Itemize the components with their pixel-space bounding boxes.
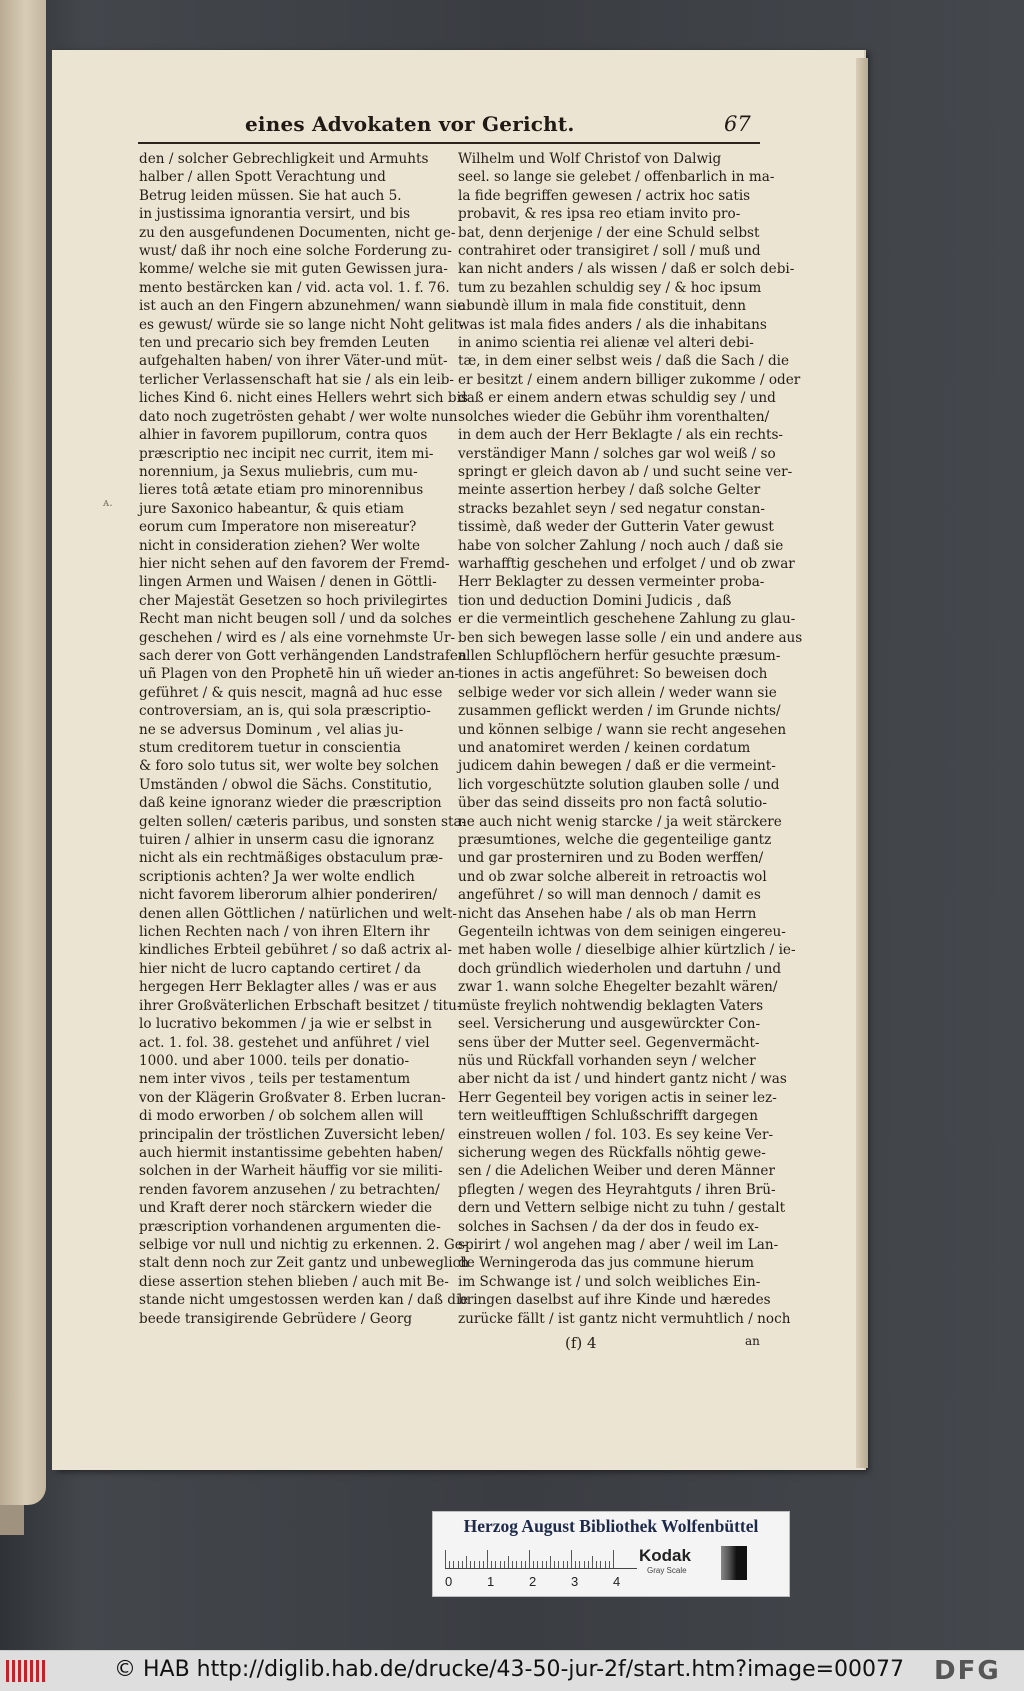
text-line: hergegen Herr Beklagter alles / was er aus bbox=[139, 979, 437, 996]
text-line: ben sich bewegen lasse solle / ein und andere aus bbox=[458, 629, 803, 646]
text-line: lich vorgeschützte solution glauben solle / und bbox=[458, 776, 780, 793]
ruler-tick bbox=[533, 1561, 534, 1568]
text-line: bat, denn derjenige / der eine Schuld selbst bbox=[458, 224, 760, 241]
text-line: lo lucrativo bekommen / ja wie er selbst in bbox=[139, 1016, 432, 1033]
ruler-tick bbox=[491, 1561, 492, 1568]
text-line: nicht das Ansehen habe / als ob man Herrn bbox=[458, 905, 757, 922]
text-line: in dem auch der Herr Beklagte / als ein rechts- bbox=[458, 427, 784, 444]
text-line: kindliches Erbteil gebühret / so daß actrix al- bbox=[139, 942, 453, 959]
text-line: Umständen / obwol die Sächs. Constitutio, bbox=[139, 776, 433, 793]
scale-ruler bbox=[445, 1546, 637, 1569]
text-line: zurücke fällt / ist gantz nicht vermuhtlich / noch bbox=[458, 1310, 791, 1327]
text-line: geschehen / wird es / als eine vornehmste Ur- bbox=[139, 629, 456, 646]
running-head: eines Advokaten vor Gericht. bbox=[245, 112, 575, 136]
text-line: liches Kind 6. nicht eines Hellers wehrt sich bis bbox=[139, 390, 468, 407]
ruler-tick bbox=[605, 1561, 606, 1568]
text-line: tæ, in dem einer selbst weis / daß die Sach / die bbox=[458, 353, 790, 370]
text-line: ne auch nicht wenig starcke / ja weit stärckere bbox=[458, 813, 782, 830]
text-line: den / solcher Gebrechligkeit und Armuhts bbox=[139, 151, 429, 167]
text-line: in justissima ignorantia versirt, und bis bbox=[139, 206, 411, 223]
ruler-tick bbox=[588, 1561, 589, 1568]
text-line: zu den ausgefundenen Documenten, nicht ge- bbox=[139, 224, 456, 241]
text-line: nicht in consideration ziehen? Wer wolte bbox=[139, 537, 421, 554]
text-line: tuiren / alhier in unserm casu die ignoranz bbox=[139, 832, 434, 849]
text-line: abundè illum in mala fide constituit, denn bbox=[458, 298, 746, 315]
ruler-tick bbox=[516, 1561, 517, 1568]
text-line: verständiger Mann / solches gar wol weiß / so bbox=[458, 445, 776, 462]
ruler-number: 0 bbox=[445, 1574, 453, 1589]
text-line: er die vermeintlich geschehene Zahlung zu glau- bbox=[458, 611, 796, 628]
text-line: præscription vorhandenen argumenten die- bbox=[139, 1218, 441, 1235]
text-line: 1000. und aber 1000. teils per donatio- bbox=[139, 1052, 410, 1069]
ruler-tick bbox=[466, 1556, 467, 1568]
text-line: wust/ daß ihr noch eine solche Forderung zu- bbox=[139, 243, 452, 260]
library-name: Herzog August Bibliothek Wolfenbüttel bbox=[463, 1516, 759, 1536]
text-line: & foro solo tutus sit, wer wolte bey solchen bbox=[139, 758, 439, 775]
text-line: stalt denn noch zur Zeit gantz und unbeweglich bbox=[139, 1255, 469, 1272]
text-line: warhafftig geschehen und erfolget / und ob zwar bbox=[458, 555, 795, 572]
text-line: nem inter vivos , teils per testamentum bbox=[139, 1071, 411, 1088]
ruler-tick bbox=[542, 1561, 543, 1568]
ruler-tick bbox=[554, 1561, 555, 1568]
text-line: denen allen Göttlichen / natürlichen und welt- bbox=[139, 905, 457, 922]
text-line: Gegenteiln ichtwas von dem seinigen eingereu- bbox=[458, 924, 786, 941]
ruler-tick bbox=[550, 1556, 551, 1568]
ruler-tick bbox=[592, 1556, 593, 1568]
text-line: stande nicht umgestossen werden kan / daß die bbox=[139, 1292, 469, 1309]
text-line: nicht favorem liberorum alhier ponderiren/ bbox=[139, 887, 438, 904]
footer-bar bbox=[0, 1650, 1024, 1691]
text-line: müste freylich nohtwendig beklagten Vaters bbox=[458, 997, 764, 1014]
text-line: selbige vor null und nichtig zu erkennen. 2. Ge- bbox=[139, 1236, 468, 1253]
ruler-tick bbox=[571, 1550, 572, 1568]
text-line: bringen daselbst auf ihre Kinde und hæredes bbox=[458, 1292, 771, 1309]
text-line: und Kraft derer noch stärckern wieder die bbox=[139, 1200, 433, 1217]
text-line: tissimè, daß weder der Gutterin Vater gewust bbox=[458, 519, 774, 536]
text-line: gelten sollen/ cæteris paribus, und sonsten sta- bbox=[139, 813, 467, 830]
header-rule bbox=[138, 142, 760, 144]
text-line: stracks bezahlet seyn / sed negatur constan- bbox=[458, 500, 765, 517]
text-line: renden favorem anzusehen / zu betrachten/ bbox=[139, 1181, 440, 1198]
ruler-tick bbox=[546, 1561, 547, 1568]
text-line: Wilhelm und Wolf Christof von Dalwig bbox=[458, 151, 722, 167]
footer-copyright-link[interactable]: © HAB http://diglib.hab.de/drucke/43-50-jur-2f/start.htm?image=00077 bbox=[114, 1657, 905, 1682]
text-line: seel. Versicherung und ausgewürckter Con- bbox=[458, 1016, 761, 1033]
ruler-tick bbox=[500, 1561, 501, 1568]
ruler-number: 4 bbox=[613, 1574, 621, 1589]
text-line: jure Saxonico habeantur, & quis etiam bbox=[139, 500, 405, 517]
text-line: mento bestärcken kan / vid. acta vol. 1. f. 76. bbox=[139, 279, 450, 296]
ruler-tick bbox=[449, 1561, 450, 1568]
text-line: diese assertion stehen blieben / auch mit Be- bbox=[139, 1273, 449, 1290]
page-number: 67 bbox=[724, 112, 751, 136]
ruler-tick bbox=[483, 1561, 484, 1568]
dfg-logo: DFG bbox=[934, 1656, 1001, 1686]
text-line: sens über der Mutter seel. Gegenvermächt- bbox=[458, 1034, 760, 1051]
text-line: es gewust/ würde sie so lange nicht Noht gelit- bbox=[139, 316, 464, 333]
text-line: komme/ welche sie mit guten Gewissen jura- bbox=[139, 261, 448, 278]
text-line: nüs und Rückfall vorhanden seyn / welcher bbox=[458, 1052, 756, 1069]
text-line: lieres totâ ætate etiam pro minorennibus bbox=[139, 482, 424, 499]
text-line: meinte assertion herbey / daß solche Gelter bbox=[458, 482, 761, 499]
ruler-tick bbox=[525, 1561, 526, 1568]
ruler-tick bbox=[537, 1561, 538, 1568]
ruler-tick bbox=[558, 1561, 559, 1568]
text-line: halber / allen Spott Verachtung und bbox=[139, 169, 386, 186]
text-line: lingen Armen und Waisen / denen in Göttli- bbox=[139, 574, 437, 591]
facing-page-corner bbox=[0, 1505, 24, 1535]
text-line: eorum cum Imperatore non misereatur? bbox=[139, 519, 417, 536]
text-line: Betrug leiden müssen. Sie hat auch 5. bbox=[139, 187, 402, 204]
text-line: er besitzt / einem andern billiger zukomme / oder bbox=[458, 371, 801, 388]
text-line: cher Majestät Gesetzen so hoch privilegirtes bbox=[139, 592, 448, 609]
gray-scale-label: Gray Scale bbox=[647, 1566, 687, 1575]
text-line: de Werningeroda das jus commune hierum bbox=[458, 1255, 755, 1272]
text-line: und können selbige / wann sie recht angesehen bbox=[458, 721, 787, 738]
text-line: judicem dahin bewegen / daß er die vermeint- bbox=[458, 758, 776, 775]
text-line: angeführet / so will man dennoch / damit es bbox=[458, 887, 761, 904]
text-line: kan nicht anders / als wissen / daß er solch debi- bbox=[458, 261, 795, 278]
text-line: beede transigirende Gebrüdere / Georg bbox=[139, 1310, 413, 1327]
ruler-tick bbox=[487, 1550, 488, 1568]
text-line: hier nicht sehen auf den favorem der Fremd- bbox=[139, 555, 450, 572]
ruler-tick bbox=[458, 1561, 459, 1568]
text-line: præscriptio nec incipit nec currit, item mi- bbox=[139, 445, 434, 462]
ruler-number: 2 bbox=[529, 1574, 537, 1589]
text-line: aber nicht da ist / und hindert gantz nicht / was bbox=[458, 1071, 787, 1088]
text-line: und anatomiret werden / keinen cordatum bbox=[458, 740, 751, 756]
ruler-tick bbox=[470, 1561, 471, 1568]
ruler-tick bbox=[563, 1561, 564, 1568]
text-line: controversiam, an is, qui sola præscriptio- bbox=[139, 703, 431, 720]
ruler-tick bbox=[445, 1550, 446, 1568]
ruler-tick bbox=[600, 1561, 601, 1568]
text-line: doch gründlich wiederholen und dartuhn / und bbox=[458, 960, 782, 977]
text-line: la fide begriffen gewesen / actrix hoc satis bbox=[458, 187, 751, 204]
text-line: di modo erworben / ob solchem allen will bbox=[139, 1108, 424, 1125]
text-line: pflegten / wegen des Heyrahtguts / ihren Brü- bbox=[458, 1181, 776, 1198]
ruler-tick bbox=[462, 1561, 463, 1568]
hab-logo-icon bbox=[6, 1660, 46, 1682]
text-line: Herr Gegenteil bey vorigen actis in seiner lez- bbox=[458, 1089, 777, 1106]
text-line: principalin der tröstlichen Zuversicht leben/ bbox=[139, 1126, 445, 1143]
text-line: aufgehalten haben/ von ihrer Väter-und müt- bbox=[139, 353, 448, 370]
ruler-tick bbox=[596, 1561, 597, 1568]
text-line: zusammen geflickt werden / im Grunde nichts/ bbox=[458, 703, 781, 720]
signature-mark: (f) 4 bbox=[565, 1334, 597, 1352]
text-line: seel. so lange sie gelebet / offenbarlich in ma- bbox=[458, 169, 775, 186]
text-line: tiones in actis angeführet: So beweisen doch bbox=[458, 666, 768, 683]
text-line: scriptionis achten? Ja wer wolte endlich bbox=[139, 868, 415, 885]
ruler-tick bbox=[609, 1561, 610, 1568]
text-line: tion und deduction Domini Judicis , daß bbox=[458, 592, 732, 609]
colour-reference-card bbox=[432, 1511, 790, 1597]
ruler-tick bbox=[567, 1561, 568, 1568]
text-line: dato noch zugetrösten gehabt / wer wolte nun bbox=[139, 408, 458, 425]
text-line: allen Schlupflöchern herfür gesuchte præsum- bbox=[458, 647, 781, 664]
text-line: nicht als ein rechtmäßiges obstaculum præ- bbox=[139, 850, 443, 867]
text-line: ist auch an den Fingern abzunehmen/ wann sie bbox=[139, 298, 466, 315]
ruler-tick bbox=[508, 1556, 509, 1568]
left-text-column bbox=[139, 150, 469, 1335]
page-fore-edge bbox=[856, 58, 868, 1468]
text-line: solches in Sachsen / da der dos in feudo ex- bbox=[458, 1218, 759, 1235]
catchword: an bbox=[745, 1334, 760, 1348]
text-line: ten und precario sich bey fremden Leuten bbox=[139, 335, 430, 352]
text-line: Herr Beklagter zu dessen vermeinter proba- bbox=[458, 574, 765, 591]
margin-mark: ᴀ. bbox=[103, 496, 113, 509]
text-line: im Schwange ist / und solch weibliches Ein- bbox=[458, 1273, 761, 1290]
ruler-number: 3 bbox=[571, 1574, 579, 1589]
text-line: habe von solcher Zahlung / noch auch / daß sie bbox=[458, 537, 784, 554]
text-line: norennium, ja Sexus muliebris, cum mu- bbox=[139, 463, 418, 480]
ruler-tick bbox=[479, 1561, 480, 1568]
text-line: sicherung wegen des Rückfalls nöhtig gewe- bbox=[458, 1144, 766, 1161]
text-line: was ist mala fides anders / als die inhabitans bbox=[458, 316, 767, 333]
text-line: und ob zwar solche albereit in retroactis wol bbox=[458, 868, 767, 885]
text-line: einstreuen wollen / fol. 103. Es sey keine Ver- bbox=[458, 1126, 774, 1143]
ruler-tick bbox=[529, 1550, 530, 1568]
text-line: auch hiermit instantissime gebehten haben/ bbox=[139, 1144, 443, 1161]
text-line: solches wieder die Gebühr ihm vorenthalten/ bbox=[458, 408, 770, 425]
text-line: præsumtiones, welche die gegenteilige gantz bbox=[458, 832, 772, 849]
text-line: contrahiret oder transigiret / soll / muß und bbox=[458, 243, 761, 260]
text-line: uñ Plagen von den Prophetē hin uñ wieder an- bbox=[139, 666, 460, 683]
text-line: daß keine ignoranz wieder die præscription bbox=[139, 795, 442, 812]
text-line: geführet / & quis nescit, magnâ ad huc esse bbox=[139, 684, 443, 701]
ruler-number: 1 bbox=[487, 1574, 495, 1589]
text-line: act. 1. fol. 38. gestehet und anführet / viel bbox=[139, 1034, 430, 1051]
text-line: hier nicht de lucro captando certiret / da bbox=[139, 960, 421, 977]
ruler-tick bbox=[579, 1561, 580, 1568]
text-line: selbige weder vor sich allein / weder wann sie bbox=[458, 684, 777, 701]
kodak-logo: Kodak bbox=[639, 1546, 691, 1565]
text-line: tern weitleufftigen Schlußschrifft dargegen bbox=[458, 1108, 759, 1125]
facing-page-edge bbox=[0, 0, 46, 1505]
ruler-tick bbox=[495, 1561, 496, 1568]
ruler-tick bbox=[575, 1561, 576, 1568]
right-text-column bbox=[458, 150, 803, 1335]
text-line: alhier in favorem pupillorum, contra quos bbox=[139, 427, 428, 444]
text-line: probavit, & res ipsa reo etiam invito pro- bbox=[458, 206, 741, 223]
text-line: ihrer Großväterlichen Erbschaft besitzet / titu- bbox=[139, 997, 462, 1014]
text-line: in animo scientia rei alienæ vel alteri debi- bbox=[458, 335, 754, 352]
text-line: und gar prosterniren und zu Boden werffen/ bbox=[458, 850, 764, 867]
text-line: terlicher Verlassenschaft hat sie / als ein leib- bbox=[139, 371, 454, 388]
text-line: zwar 1. wann solche Ehegelter bezahlt wären/ bbox=[458, 979, 778, 996]
text-line: daß er einem andern etwas schuldig sey / und bbox=[458, 390, 776, 407]
text-line: von der Klägerin Großvater 8. Erben lucran- bbox=[139, 1089, 446, 1106]
text-line: über das seind disseits pro non factâ solutio- bbox=[458, 795, 767, 812]
text-line: ne se adversus Dominum , vel alias ju- bbox=[139, 721, 404, 738]
ruler-tick bbox=[474, 1561, 475, 1568]
ruler-tick bbox=[453, 1561, 454, 1568]
gray-patch bbox=[721, 1546, 747, 1580]
text-line: stum creditorem tuetur in conscientia bbox=[139, 740, 401, 756]
ruler-tick bbox=[512, 1561, 513, 1568]
ruler-tick bbox=[521, 1561, 522, 1568]
text-line: solchen in der Warheit häuffig vor sie militi- bbox=[139, 1163, 443, 1180]
text-line: spirirt / wol angehen mag / aber / weil im Lan- bbox=[458, 1236, 779, 1253]
ruler-tick bbox=[584, 1561, 585, 1568]
text-line: sen / die Adelichen Weiber und deren Männer bbox=[458, 1163, 775, 1180]
ruler-tick bbox=[504, 1561, 505, 1568]
text-line: sach derer von Gott verhängenden Landstrafen bbox=[139, 647, 467, 664]
text-line: Recht man nicht beugen soll / und da solches bbox=[139, 611, 452, 628]
ruler-tick bbox=[613, 1550, 614, 1568]
text-line: met haben wolle / dieselbige alhier kürtzlich / ie- bbox=[458, 942, 796, 959]
text-line: dern und Vettern selbige nicht zu tuhn / gestalt bbox=[458, 1200, 786, 1217]
text-line: lichen Rechten nach / von ihren Eltern ihr bbox=[139, 924, 430, 941]
text-line: springt er gleich davon ab / und sucht seine ver- bbox=[458, 463, 793, 480]
text-line: tum zu bezahlen schuldig sey / & hoc ipsum bbox=[458, 279, 762, 296]
